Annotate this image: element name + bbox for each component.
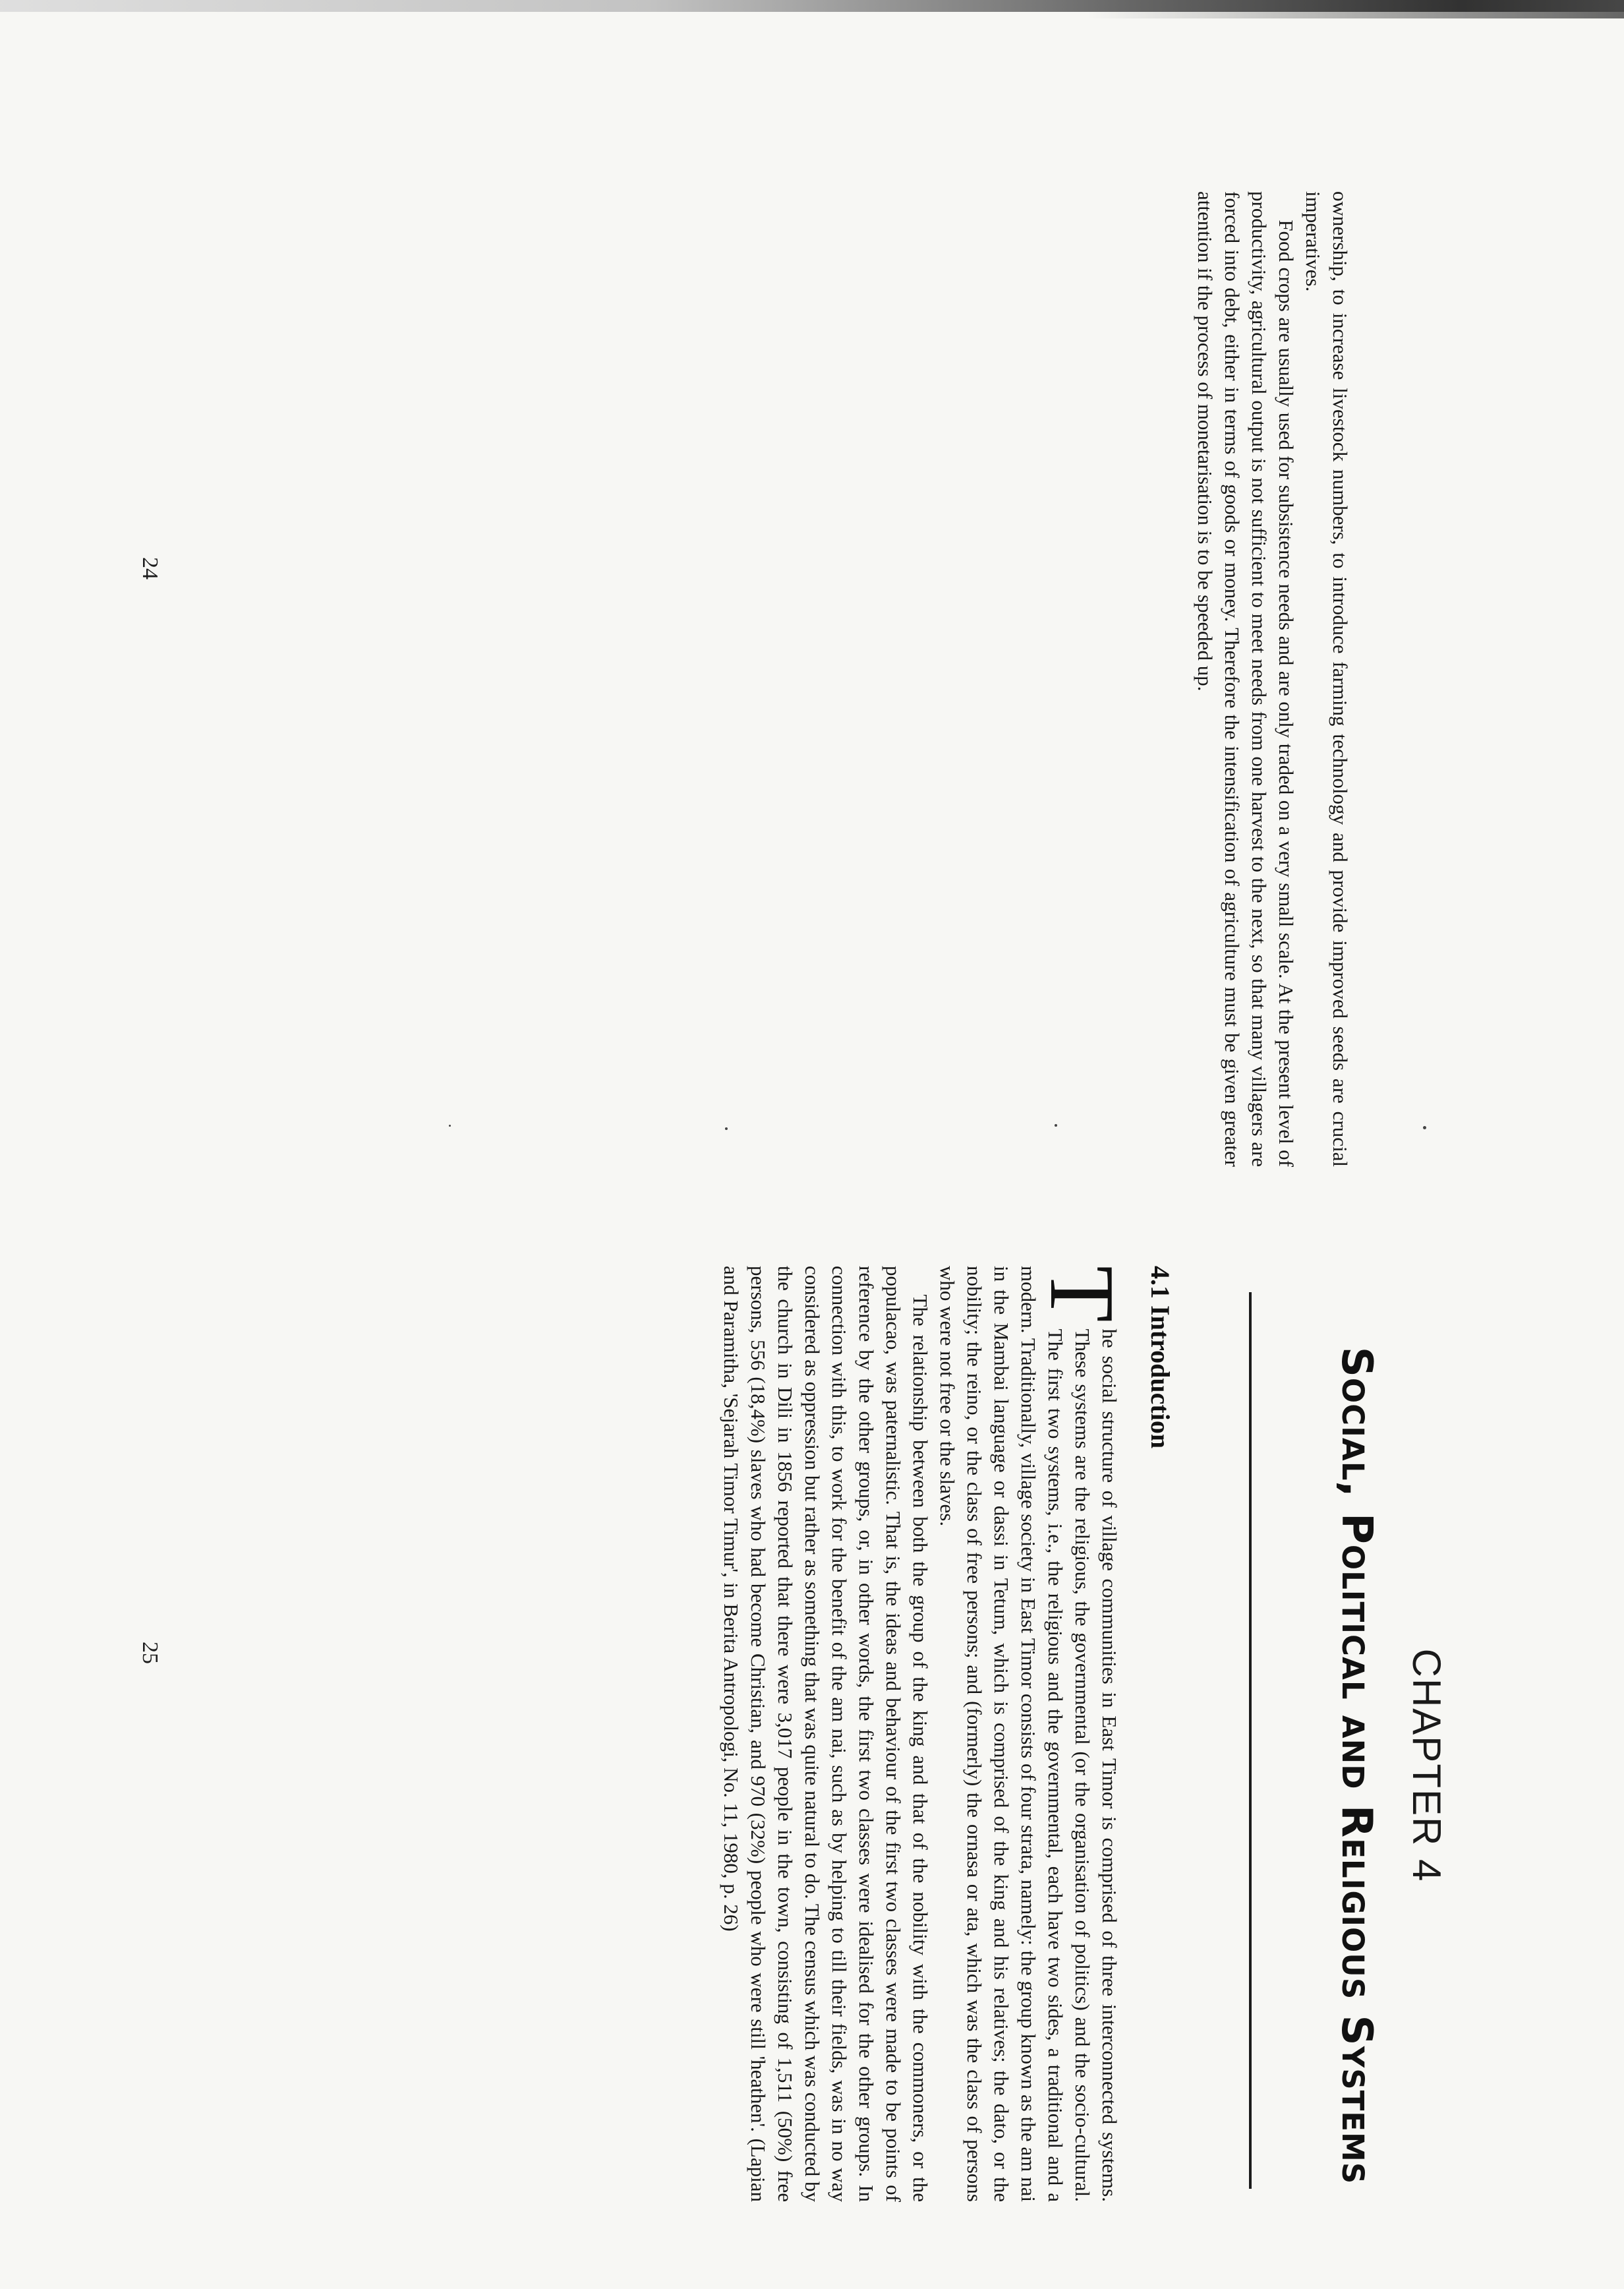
chapter-title: Social, Political and Religious Systems [1332,1346,1381,2185]
section-heading: 4.1 Introduction [1146,1266,1175,1449]
left-paragraph-2: Food crops are usually used for subsistence needs and are only traded on a very small scale. At the present level of productivity, agricultural output is not sufficient to meet needs from one harvest to the next, so that many villagers are forced into debt, either in terms of goods or money. Therefore the intensification of agriculture must be given greater attention if the process of monetarisation is to be speeded up. [1194,191,1298,1167]
page-number-right: 25 [138,1642,162,1664]
right-page-text [718,1266,1133,2202]
drop-cap: T [1031,1266,1133,1323]
page-number-left: 24 [138,557,162,580]
chapter-label: CHAPTER 4 [1405,1648,1449,1883]
left-paragraph-1: ownership, to increase livestock numbers, to introduce farming technology and provide improved seeds are crucial imperatives. [1302,191,1352,1167]
right-paragraph-2: The relationship between both the group of the king and that of the nobility with the commoners, or the populacao, was paternalistic. That is, the ideas and behaviour of the first two classes were made to be points of reference by the other groups, or, in other words, the first two classes were idealised for the other groups. In connection with this, to work for the benefit of the am nai, such as by helping to till their fields, was in no way considered as oppression but rather as something that was quite natural to do. The census which was conducted by the church in Dili in 1856 reported that there were 3,017 people in the town, consisting of 1,511 (50%) free persons, 556 (18,4%) slaves who had become Christian, and 970 (32%) people who were still 'heathen'. (Lapian and Paramitha, 'Sejarah Timor Timur', in Berita Antropologi, No. 11, 1980, p. 26) [720,1266,932,2202]
left-page-text [1192,191,1354,1167]
chapter-rule [1249,1292,1252,2189]
gutter-specks [0,1121,1624,1134]
right-paragraph-1: he social structure of village communities in East Timor is comprised of three interconnected systems. These systems are the religious, the governmental (or the organisation of politics) and the socio-cultural. The first two systems, i.e., the religious and the governmental, each have two sides, a traditional and a modern. Traditionally, village society in East Timor consists of four strata, namely: the group known as the am nai in the Mambai language or dassi in Tetum, which is comprised of the king and his relatives; the dato, or the nobility; the reino, or the class of free persons; and (formerly) the ornasa or ata, which was the class of persons who were not free or the slaves. [936,1266,1121,2202]
